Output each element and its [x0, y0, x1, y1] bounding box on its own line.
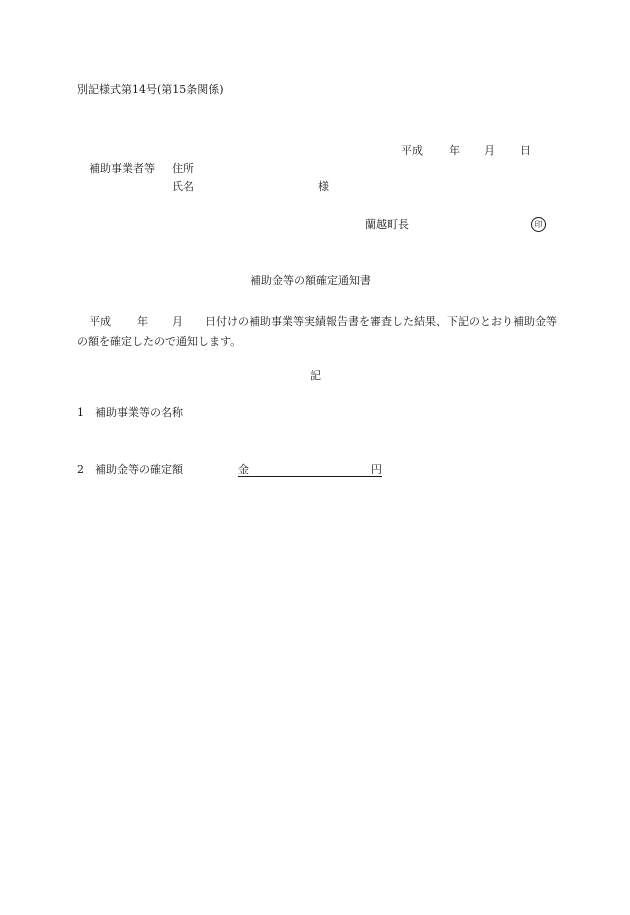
- address-label: 住所: [172, 162, 194, 175]
- name-label: 氏名: [172, 180, 194, 193]
- date-year-label: 年: [449, 144, 460, 157]
- body-year-label: 年: [137, 315, 148, 328]
- date-day-label: 日: [520, 144, 531, 157]
- body-month-label: 月: [172, 315, 183, 328]
- recipient-label: 補助事業者等: [89, 162, 155, 175]
- item-2-number: 2: [77, 463, 84, 476]
- item-1-number: 1: [77, 406, 84, 419]
- amount-prefix: 金: [238, 463, 249, 476]
- seal-icon: 印: [531, 217, 546, 232]
- date-month-label: 月: [484, 144, 495, 157]
- honorific: 様: [318, 180, 329, 193]
- document-title: 補助金等の額確定通知書: [250, 274, 371, 287]
- body-paragraph: [77, 312, 557, 352]
- form-number: 別記様式第14号(第15条関係): [77, 83, 224, 96]
- item-2-label: 補助金等の確定額: [95, 463, 183, 476]
- issuer-title: 蘭越町長: [365, 218, 409, 231]
- body-text: 日付けの補助事業等実績報告書を審査した結果、下記のとおり補助金等の額を確定したので通知します。: [77, 315, 557, 348]
- ki-heading: 記: [310, 369, 321, 382]
- date-era: 平成: [401, 144, 423, 157]
- amount-suffix: 円: [371, 463, 382, 476]
- amount-field: [238, 463, 382, 477]
- item-1-label: 補助事業等の名称: [95, 406, 183, 419]
- body-era: 平成: [89, 315, 111, 328]
